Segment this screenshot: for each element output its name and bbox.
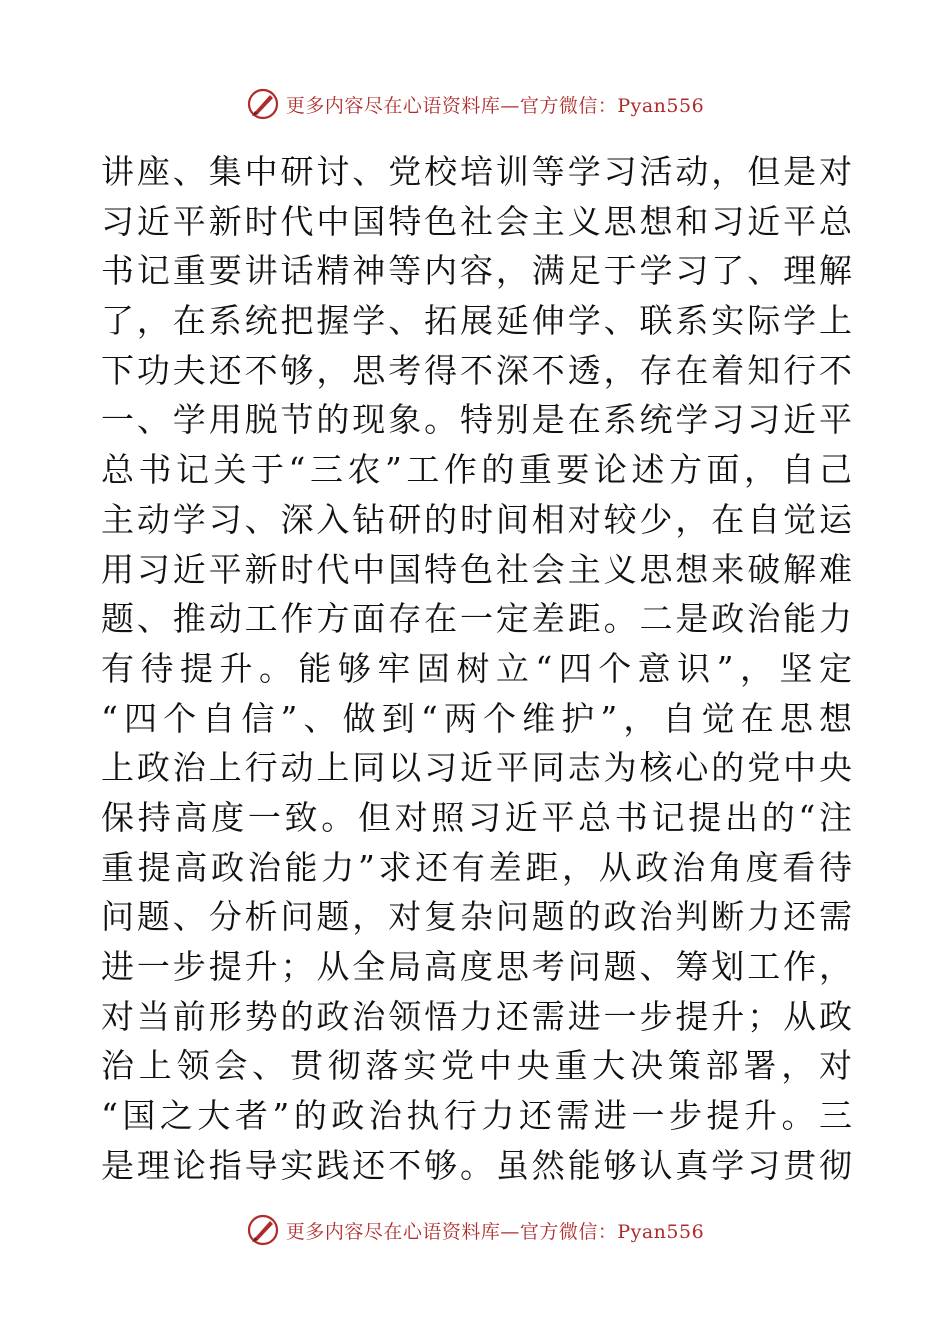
body-text-line: 书记重要讲话精神等内容，满足于学习了、理解 bbox=[101, 251, 853, 291]
body-text-line: 主动学习、深入钻研的时间相对较少，在自觉运 bbox=[101, 499, 853, 539]
body-text-line: 下功夫还不够，思考得不深不透，存在着知行不 bbox=[101, 350, 853, 390]
body-text-line: 有待提升。能够牢固树立“四个意识”，坚定 bbox=[101, 648, 853, 688]
body-text-line: “国之大者”的政治执行力还需进一步提升。三 bbox=[101, 1096, 853, 1136]
body-text-line: 保持高度一致。但对照习近平总书记提出的“注 bbox=[101, 797, 853, 837]
header-banner bbox=[0, 84, 950, 124]
body-text-line: 习近平新时代中国特色社会主义思想和习近平总 bbox=[101, 201, 853, 241]
header-banner-text: 更多内容尽在心语资料库—官方微信：Pyan556 bbox=[285, 94, 705, 117]
body-text-line: 治上领会、贯彻落实党中央重大决策部署，对 bbox=[101, 1046, 853, 1086]
body-text-line: 对当前形势的政治领悟力还需进一步提升；从政 bbox=[101, 996, 853, 1036]
body-text-line: 是理论指导实践还不够。虽然能够认真学习贯彻 bbox=[101, 1145, 853, 1185]
body-text-line: 一、学用脱节的现象。特别是在系统学习习近平 bbox=[101, 400, 853, 440]
footer-banner bbox=[0, 1210, 950, 1250]
body-text-line: 讲座、集中研讨、党校培训等学习活动，但是对 bbox=[101, 152, 853, 191]
document-body bbox=[101, 147, 853, 1190]
body-text-line: 题、推动工作方面存在一定差距。二是政治能力 bbox=[101, 599, 853, 639]
body-text-line: “四个自信”、做到“两个维护”，自觉在思想 bbox=[101, 698, 853, 738]
body-text-line: 上政治上行动上同以习近平同志为核心的党中央 bbox=[101, 748, 853, 788]
body-text-line: 进一步提升；从全局高度思考问题、筹划工作， bbox=[101, 947, 853, 986]
footer-banner-text: 更多内容尽在心语资料库—官方微信：Pyan556 bbox=[285, 1220, 705, 1243]
pen-logo-icon bbox=[246, 1213, 280, 1247]
body-text-line: 总书记关于“三农”工作的重要论述方面，自己 bbox=[101, 450, 853, 490]
pen-logo-icon bbox=[246, 87, 280, 121]
body-text-line: 了，在系统把握学、拓展延伸学、联系实际学上 bbox=[101, 301, 853, 341]
body-text-line: 问题、分析问题，对复杂问题的政治判断力还需 bbox=[101, 897, 853, 937]
body-text-line: 重提高政治能力”求还有差距，从政治角度看待 bbox=[101, 847, 853, 887]
body-text-line: 用习近平新时代中国特色社会主义思想来破解难 bbox=[101, 549, 853, 589]
